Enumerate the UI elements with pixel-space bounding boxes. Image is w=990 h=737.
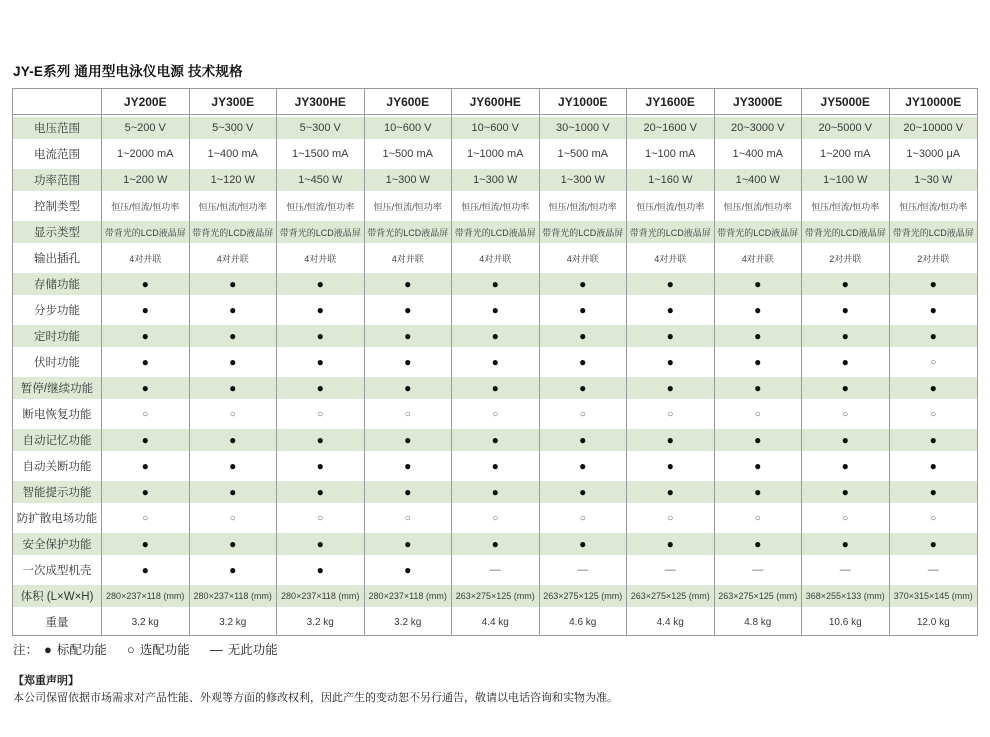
spec-cell: 12.0 kg xyxy=(916,616,950,628)
corner-cell xyxy=(13,89,102,114)
spec-cell: ● xyxy=(802,297,890,323)
spec-cell: 1~400 mA xyxy=(715,141,803,167)
row-label: 电压范围 xyxy=(13,115,102,141)
spec-cell: ● xyxy=(802,349,890,375)
row-label: 功率范围 xyxy=(13,167,102,193)
spec-cell: ● xyxy=(190,297,278,323)
spec-cell: ● xyxy=(452,375,540,401)
spec-cell: — xyxy=(540,557,628,583)
spec-cell: ● xyxy=(540,349,628,375)
spec-cell: 368×255×133 (mm) xyxy=(802,583,890,609)
spec-cell: 恒压/恒流/恒功率 xyxy=(540,193,628,219)
spec-cell: ● xyxy=(540,375,628,401)
spec-cell: 20~10000 V xyxy=(890,115,978,141)
spec-cell: 带背光的LCD液晶屏 xyxy=(365,219,453,245)
row-label: 分步功能 xyxy=(13,297,102,323)
spec-cell: ● xyxy=(102,297,190,323)
spec-cell: ● xyxy=(627,531,715,557)
spec-cell: ● xyxy=(102,531,190,557)
spec-cell: ● xyxy=(190,349,278,375)
spec-cell: ● xyxy=(715,323,803,349)
spec-cell: ● xyxy=(365,427,453,453)
spec-cell: ● xyxy=(102,427,190,453)
spec-cell: ● xyxy=(802,323,890,349)
row-label: 输出插孔 xyxy=(13,245,102,271)
legend-label: 无此功能 xyxy=(227,643,278,657)
spec-cell: 4.4 kg xyxy=(452,609,540,635)
spec-cell: ● xyxy=(277,557,365,583)
spec-cell: 280×237×118 (mm) xyxy=(365,583,453,609)
spec-cell: 1~2000 mA xyxy=(102,141,190,167)
spec-cell: ● xyxy=(929,303,937,317)
spec-cell: ● xyxy=(627,349,715,375)
spec-cell: ● xyxy=(190,453,278,479)
table-row xyxy=(13,401,977,427)
spec-cell: ● xyxy=(190,531,278,557)
dash-icon: — xyxy=(209,641,223,657)
row-label: 电流范围 xyxy=(13,141,102,167)
spec-cell: 4对并联 xyxy=(540,245,628,271)
spec-cell: 10~600 V xyxy=(452,115,540,141)
spec-cell: 1~300 W xyxy=(540,167,628,193)
spec-cell: ● xyxy=(102,271,190,297)
spec-cell: ○ xyxy=(930,408,937,420)
spec-cell: ● xyxy=(540,427,628,453)
spec-cell: ○ xyxy=(365,401,453,427)
spec-cell: ● xyxy=(627,375,715,401)
spec-cell: ● xyxy=(890,479,978,505)
spec-cell: ● xyxy=(365,479,453,505)
spec-cell: ○ xyxy=(277,401,365,427)
spec-cell: ○ xyxy=(802,505,890,531)
spec-cell: ○ xyxy=(627,401,715,427)
spec-cell: ● xyxy=(365,453,453,479)
column-header: JY3000E xyxy=(715,89,803,114)
spec-cell: ● xyxy=(190,323,278,349)
spec-cell: 5~300 V xyxy=(277,115,365,141)
spec-cell: ● xyxy=(190,557,278,583)
legend-prefix: 注： xyxy=(13,643,39,657)
disclaimer-heading: 【郑重声明】 xyxy=(13,675,79,687)
row-label: 防扩散电场功能 xyxy=(13,505,102,531)
spec-cell: — xyxy=(452,557,540,583)
spec-cell: 带背光的LCD液晶屏 xyxy=(802,219,890,245)
spec-cell: 恒压/恒流/恒功率 xyxy=(715,193,803,219)
spec-cell: ● xyxy=(365,531,453,557)
spec-cell: ● xyxy=(190,375,278,401)
spec-cell: — xyxy=(715,557,803,583)
column-header: JY1600E xyxy=(627,89,715,114)
spec-cell: ● xyxy=(802,479,890,505)
spec-cell: 带背光的LCD液晶屏 xyxy=(890,219,978,245)
spec-cell: ● xyxy=(715,427,803,453)
column-header: JY300E xyxy=(190,89,278,114)
row-label: 自动关断功能 xyxy=(13,453,102,479)
spec-cell: 带背光的LCD液晶屏 xyxy=(715,219,803,245)
spec-cell: ● xyxy=(715,375,803,401)
spec-cell: ● xyxy=(277,531,365,557)
spec-cell: ● xyxy=(102,323,190,349)
spec-cell: 280×237×118 (mm) xyxy=(277,583,365,609)
table-row xyxy=(13,531,977,557)
column-header: JY5000E xyxy=(802,89,890,114)
legend-label: 标配功能 xyxy=(56,643,107,657)
spec-cell: ● xyxy=(540,453,628,479)
spec-cell: — xyxy=(627,557,715,583)
column-header: JY1000E xyxy=(540,89,628,114)
spec-cell: 3.2 kg xyxy=(365,609,453,635)
spec-cell: 带背光的LCD液晶屏 xyxy=(452,219,540,245)
spec-cell: 2对并联 xyxy=(802,245,890,271)
filled-circle-icon: ● xyxy=(44,641,52,657)
spec-cell: ● xyxy=(277,297,365,323)
table-header-row xyxy=(13,89,977,115)
spec-cell: ● xyxy=(802,531,890,557)
spec-cell: ● xyxy=(365,557,453,583)
spec-cell: 1~400 mA xyxy=(190,141,278,167)
spec-cell: ● xyxy=(540,297,628,323)
spec-cell: ● xyxy=(715,531,803,557)
spec-cell: ● xyxy=(102,557,190,583)
spec-cell: 10.6 kg xyxy=(802,609,890,635)
spec-cell: — xyxy=(927,564,939,576)
spec-cell: 带背光的LCD液晶屏 xyxy=(102,219,190,245)
table-row xyxy=(13,115,977,141)
spec-cell: 4对并联 xyxy=(102,245,190,271)
spec-cell: 4对并联 xyxy=(715,245,803,271)
spec-cell: ● xyxy=(890,531,978,557)
spec-cell: 5~200 V xyxy=(102,115,190,141)
spec-cell: ● xyxy=(627,271,715,297)
spec-cell: ● xyxy=(890,427,978,453)
spec-cell: 恒压/恒流/恒功率 xyxy=(899,201,968,212)
spec-cell: ○ xyxy=(540,401,628,427)
spec-cell: ● xyxy=(365,271,453,297)
spec-cell: 4.4 kg xyxy=(627,609,715,635)
table-row xyxy=(13,271,977,297)
legend-item-optional xyxy=(127,640,190,658)
table-row xyxy=(13,193,977,219)
spec-cell: ● xyxy=(365,323,453,349)
row-label: 智能提示功能 xyxy=(13,479,102,505)
spec-cell: ● xyxy=(452,479,540,505)
table-row xyxy=(13,609,977,635)
open-circle-icon: ○ xyxy=(126,641,135,657)
table-row xyxy=(13,323,977,349)
spec-cell: ○ xyxy=(802,401,890,427)
spec-cell: ● xyxy=(452,427,540,453)
spec-cell: ○ xyxy=(190,401,278,427)
spec-cell: ● xyxy=(102,479,190,505)
spec-cell: 1~300 W xyxy=(365,167,453,193)
spec-cell: 3.2 kg xyxy=(190,609,278,635)
spec-cell: ● xyxy=(715,453,803,479)
spec-cell: ● xyxy=(102,453,190,479)
table-row xyxy=(13,505,977,531)
spec-cell: ○ xyxy=(190,505,278,531)
spec-cell: ● xyxy=(102,375,190,401)
spec-cell: 恒压/恒流/恒功率 xyxy=(277,193,365,219)
spec-cell: ● xyxy=(890,375,978,401)
spec-cell: ● xyxy=(802,453,890,479)
page-title: JY-E系列 通用型电泳仪电源 技术规格 xyxy=(13,64,243,79)
spec-cell: ○ xyxy=(715,505,803,531)
spec-cell: ● xyxy=(627,453,715,479)
table-row xyxy=(13,219,977,245)
spec-cell: 1~200 W xyxy=(102,167,190,193)
spec-cell: ● xyxy=(365,349,453,375)
row-label: 安全保护功能 xyxy=(13,531,102,557)
spec-cell: ● xyxy=(715,349,803,375)
spec-cell: 4对并联 xyxy=(627,245,715,271)
disclaimer-body: 本公司保留依据市场需求对产品性能、外观等方面的修改权利，因此产生的变动恕不另行通告，敬请以电话咨询和实物为准。 xyxy=(13,692,618,704)
spec-cell: ○ xyxy=(715,401,803,427)
table-row xyxy=(13,245,977,271)
spec-cell: 1~120 W xyxy=(190,167,278,193)
spec-cell: ● xyxy=(452,297,540,323)
spec-cell: ● xyxy=(540,271,628,297)
column-header: JY600HE xyxy=(452,89,540,114)
legend xyxy=(13,640,292,658)
spec-cell: 4对并联 xyxy=(277,245,365,271)
spec-cell: ● xyxy=(277,349,365,375)
row-label: 体积 (L×W×H) xyxy=(13,583,102,609)
table-row xyxy=(13,297,977,323)
table-row xyxy=(13,375,977,401)
spec-cell: ● xyxy=(190,271,278,297)
spec-cell: 5~300 V xyxy=(190,115,278,141)
spec-cell: ● xyxy=(452,531,540,557)
spec-cell: ● xyxy=(452,349,540,375)
spec-cell: 4对并联 xyxy=(452,245,540,271)
spec-cell: 280×237×118 (mm) xyxy=(102,583,190,609)
spec-cell: ● xyxy=(802,271,890,297)
spec-cell: 恒压/恒流/恒功率 xyxy=(190,193,278,219)
legend-item-none xyxy=(210,640,278,658)
spec-cell: ○ xyxy=(365,505,453,531)
spec-cell: 1~400 W xyxy=(715,167,803,193)
spec-cell: ● xyxy=(715,297,803,323)
spec-cell: ○ xyxy=(930,512,937,524)
spec-cell: 1~500 mA xyxy=(540,141,628,167)
spec-cell: ● xyxy=(365,297,453,323)
spec-cell: 恒压/恒流/恒功率 xyxy=(802,193,890,219)
spec-table xyxy=(12,88,978,636)
spec-cell: ● xyxy=(715,271,803,297)
spec-cell: 1~30 W xyxy=(890,167,978,193)
spec-cell: 1~160 W xyxy=(627,167,715,193)
spec-cell: 恒压/恒流/恒功率 xyxy=(627,193,715,219)
row-label: 伏时功能 xyxy=(13,349,102,375)
spec-cell: 1~3000 μA xyxy=(906,148,961,160)
table-row xyxy=(13,141,977,167)
spec-cell: ● xyxy=(277,427,365,453)
table-row xyxy=(13,427,977,453)
row-label: 重量 xyxy=(13,609,102,635)
spec-cell: ● xyxy=(715,479,803,505)
spec-cell: 1~1500 mA xyxy=(277,141,365,167)
spec-cell: 263×275×125 (mm) xyxy=(715,583,803,609)
table-row xyxy=(13,583,977,609)
spec-cell: 带背光的LCD液晶屏 xyxy=(627,219,715,245)
column-header: JY300HE xyxy=(277,89,365,114)
legend-label: 选配功能 xyxy=(139,643,190,657)
spec-cell: 263×275×125 (mm) xyxy=(540,583,628,609)
spec-cell: ● xyxy=(277,323,365,349)
spec-cell: ● xyxy=(627,323,715,349)
spec-cell: 1~1000 mA xyxy=(452,141,540,167)
spec-cell: ○ xyxy=(102,505,190,531)
spec-cell: ● xyxy=(452,271,540,297)
spec-cell: 带背光的LCD液晶屏 xyxy=(540,219,628,245)
spec-cell: ● xyxy=(540,531,628,557)
spec-cell: ● xyxy=(452,323,540,349)
spec-cell: ○ xyxy=(452,505,540,531)
spec-cell: ● xyxy=(190,427,278,453)
spec-cell: 20~3000 V xyxy=(715,115,803,141)
spec-cell: ● xyxy=(890,271,978,297)
spec-cell: 恒压/恒流/恒功率 xyxy=(452,193,540,219)
spec-cell: 4对并联 xyxy=(190,245,278,271)
spec-cell: 10~600 V xyxy=(365,115,453,141)
table-row xyxy=(13,557,977,583)
spec-cell: 1~300 W xyxy=(452,167,540,193)
spec-cell: 263×275×125 (mm) xyxy=(627,583,715,609)
spec-cell: ○ xyxy=(277,505,365,531)
spec-cell: ● xyxy=(627,427,715,453)
spec-cell: 1~100 W xyxy=(802,167,890,193)
spec-cell: 20~5000 V xyxy=(802,115,890,141)
spec-cell: ● xyxy=(277,479,365,505)
spec-cell: — xyxy=(802,557,890,583)
spec-cell: ● xyxy=(929,459,937,473)
table-row xyxy=(13,167,977,193)
row-label: 存储功能 xyxy=(13,271,102,297)
row-label: 定时功能 xyxy=(13,323,102,349)
spec-cell: ● xyxy=(277,271,365,297)
spec-cell: ● xyxy=(540,323,628,349)
spec-cell: 恒压/恒流/恒功率 xyxy=(365,193,453,219)
legend-item-standard xyxy=(44,640,107,658)
row-label: 暂停/继续功能 xyxy=(13,375,102,401)
column-header: JY10000E xyxy=(905,94,962,109)
spec-cell: 20~1600 V xyxy=(627,115,715,141)
row-label: 控制类型 xyxy=(13,193,102,219)
table-row xyxy=(13,479,977,505)
spec-cell: 4.8 kg xyxy=(715,609,803,635)
spec-cell: ○ xyxy=(627,505,715,531)
spec-cell: 1~200 mA xyxy=(802,141,890,167)
spec-cell: ● xyxy=(277,375,365,401)
spec-cell: ● xyxy=(102,349,190,375)
row-label: 自动记忆功能 xyxy=(13,427,102,453)
column-header: JY200E xyxy=(102,89,190,114)
spec-cell: ● xyxy=(802,427,890,453)
spec-cell: ● xyxy=(365,375,453,401)
spec-cell: 1~100 mA xyxy=(627,141,715,167)
spec-cell: ○ xyxy=(930,356,937,368)
spec-cell: ● xyxy=(452,453,540,479)
spec-cell: 3.2 kg xyxy=(102,609,190,635)
spec-cell: ○ xyxy=(452,401,540,427)
spec-cell: 带背光的LCD液晶屏 xyxy=(277,219,365,245)
spec-cell: 263×275×125 (mm) xyxy=(452,583,540,609)
spec-cell: 2对并联 xyxy=(917,253,950,264)
spec-cell: 4对并联 xyxy=(365,245,453,271)
spec-cell: 4.6 kg xyxy=(540,609,628,635)
table-row xyxy=(13,349,977,375)
spec-cell: ○ xyxy=(102,401,190,427)
spec-cell: ● xyxy=(627,479,715,505)
spec-cell: 3.2 kg xyxy=(277,609,365,635)
spec-cell: ● xyxy=(277,453,365,479)
column-header: JY600E xyxy=(365,89,453,114)
spec-cell: ● xyxy=(627,297,715,323)
spec-cell: ● xyxy=(540,479,628,505)
spec-cell: ○ xyxy=(540,505,628,531)
disclaimer xyxy=(13,672,963,705)
spec-cell: ● xyxy=(890,323,978,349)
spec-cell: 带背光的LCD液晶屏 xyxy=(190,219,278,245)
spec-cell: 1~450 W xyxy=(277,167,365,193)
row-label: 断电恢复功能 xyxy=(13,401,102,427)
spec-cell: ● xyxy=(190,479,278,505)
spec-cell: 280×237×118 (mm) xyxy=(190,583,278,609)
spec-cell: 1~500 mA xyxy=(365,141,453,167)
spec-cell: 恒压/恒流/恒功率 xyxy=(102,193,190,219)
spec-cell: 370×315×145 (mm) xyxy=(890,583,978,609)
row-label: 一次成型机壳 xyxy=(13,557,102,583)
spec-cell: ● xyxy=(802,375,890,401)
spec-cell: 30~1000 V xyxy=(540,115,628,141)
table-row xyxy=(13,453,977,479)
row-label: 显示类型 xyxy=(13,219,102,245)
